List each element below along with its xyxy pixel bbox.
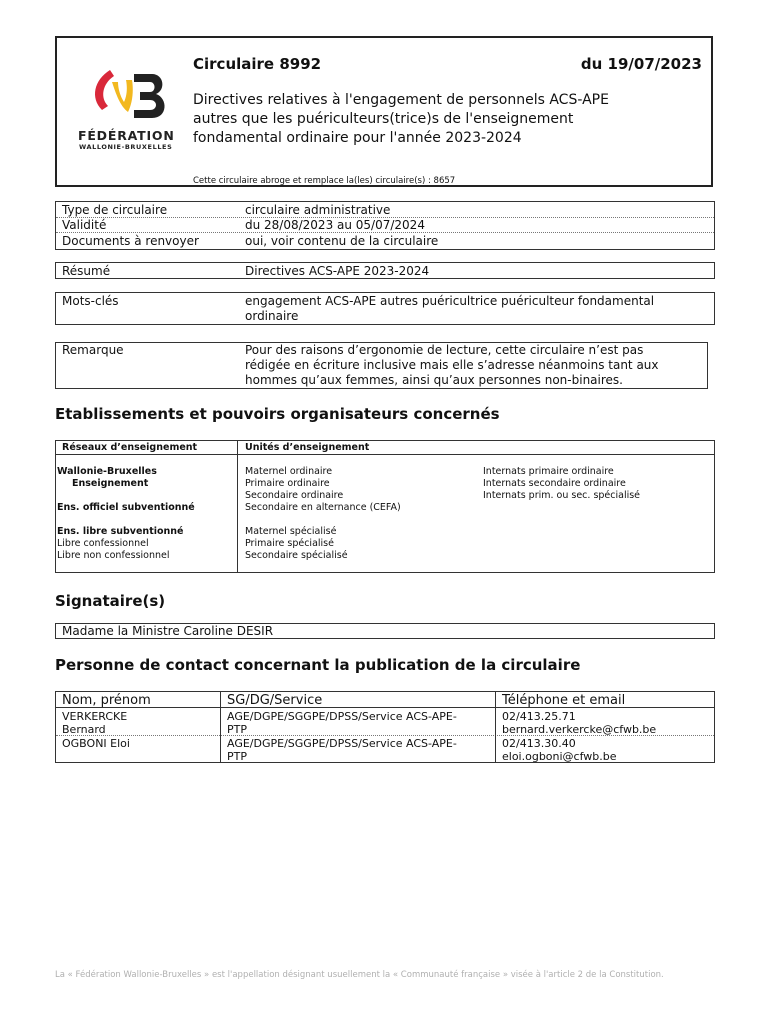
motscles-label: Mots-clés	[62, 294, 119, 308]
contact-header-tel: Téléphone et email	[502, 693, 626, 708]
logo-subtext: WALLONIE-BRUXELLES	[79, 143, 173, 151]
motscles-value-2: ordinaire	[245, 309, 299, 323]
contact-tel: 02/413.25.71	[502, 710, 576, 723]
reseau-libre-nonconf: Libre non confessionnel	[57, 550, 170, 561]
unite-item: Maternel spécialisé	[245, 526, 337, 537]
contact-service: AGE/DGPE/SGGPE/DPSS/Service ACS-APE-	[227, 710, 457, 723]
contact-email[interactable]: bernard.verkercke@cfwb.be	[502, 723, 657, 736]
unite-item: Primaire spécialisé	[245, 538, 334, 549]
unite-item: Primaire ordinaire	[245, 478, 330, 489]
type-value: circulaire administrative	[245, 203, 391, 217]
type-label: Type de circulaire	[62, 203, 168, 217]
signataires-title: Signataire(s)	[55, 592, 166, 610]
remarque-line: Pour des raisons d’ergonomie de lecture, cette circulaire n’est pas	[245, 343, 644, 357]
title-line: fondamental ordinaire pour l'année 2023-2024	[193, 130, 522, 146]
col-header-reseaux: Réseaux d’enseignement	[62, 442, 198, 453]
remarque-line: hommes qu’aux femmes, ainsi qu’aux personnes non-binaires.	[245, 373, 623, 387]
contact-nom: VERKERCKE	[62, 710, 128, 723]
reseau-libre: Ens. libre subventionné	[57, 526, 184, 537]
contact-nom: OGBONI Eloi	[62, 737, 130, 750]
resume-label: Résumé	[62, 264, 111, 278]
contact-title: Personne de contact concernant la publication de la circulaire	[55, 656, 581, 674]
reseau-libre-conf: Libre confessionnel	[57, 538, 149, 549]
documents-value: oui, voir contenu de la circulaire	[245, 234, 439, 248]
contact-header-service: SG/DG/Service	[227, 693, 323, 708]
contact-service: AGE/DGPE/SGGPE/DPSS/Service ACS-APE-	[227, 737, 457, 750]
contact-service-2: PTP	[227, 750, 247, 763]
circular-title	[193, 91, 693, 148]
remarque-label: Remarque	[62, 343, 124, 357]
unite-item: Internats primaire ordinaire	[483, 466, 614, 477]
motscles-value: engagement ACS-APE autres puéricultrice puériculteur fondamental	[245, 294, 655, 308]
unite-item: Secondaire spécialisé	[245, 550, 348, 561]
reseau-officiel: Ens. officiel subventionné	[57, 502, 195, 513]
footer-note: La « Fédération Wallonie-Bruxelles » est l'appellation désignant usuellement la « Communauté française » visée à l'article 2 de la Constitution.	[55, 970, 664, 980]
validite-value: du 28/08/2023 au 05/07/2024	[245, 218, 425, 232]
title-line: autres que les puériculteurs(trice)s de l'enseignement	[193, 111, 574, 127]
remarque-line: rédigée en écriture inclusive mais elle s’adresse néanmoins tant aux	[245, 358, 659, 372]
title-line: Directives relatives à l'engagement de personnels ACS-APE	[193, 92, 609, 108]
validite-label: Validité	[62, 218, 107, 232]
logo-text: FÉDÉRATION	[78, 128, 175, 143]
abroge-note: Cette circulaire abroge et remplace la(les) circulaire(s) : 8657	[193, 176, 456, 186]
resume-value: Directives ACS-APE 2023-2024	[245, 264, 430, 278]
reseau-wb: Wallonie-Bruxelles	[57, 466, 157, 477]
contact-email[interactable]: eloi.ogboni@cfwb.be	[502, 750, 617, 763]
etablissements-title: Etablissements et pouvoirs organisateurs concernés	[55, 405, 500, 423]
documents-label: Documents à renvoyer	[62, 234, 199, 248]
contact-prenom: Bernard	[62, 723, 106, 736]
unite-item: Internats prim. ou sec. spécialisé	[483, 490, 641, 501]
signataire-name: Madame la Ministre Caroline DESIR	[62, 624, 274, 638]
contact-tel: 02/413.30.40	[502, 737, 576, 750]
unite-item: Secondaire ordinaire	[245, 490, 344, 501]
contact-header-nom: Nom, prénom	[62, 693, 151, 708]
reseau-wb-2: Enseignement	[72, 478, 149, 489]
circular-date: du 19/07/2023	[580, 55, 702, 73]
unite-item: Maternel ordinaire	[245, 466, 333, 477]
unite-item: Secondaire en alternance (CEFA)	[245, 502, 401, 513]
col-header-unites: Unités d’enseignement	[245, 442, 370, 453]
unite-item: Internats secondaire ordinaire	[483, 478, 626, 489]
circular-number: Circulaire 8992	[193, 55, 322, 73]
contact-service-2: PTP	[227, 723, 247, 736]
